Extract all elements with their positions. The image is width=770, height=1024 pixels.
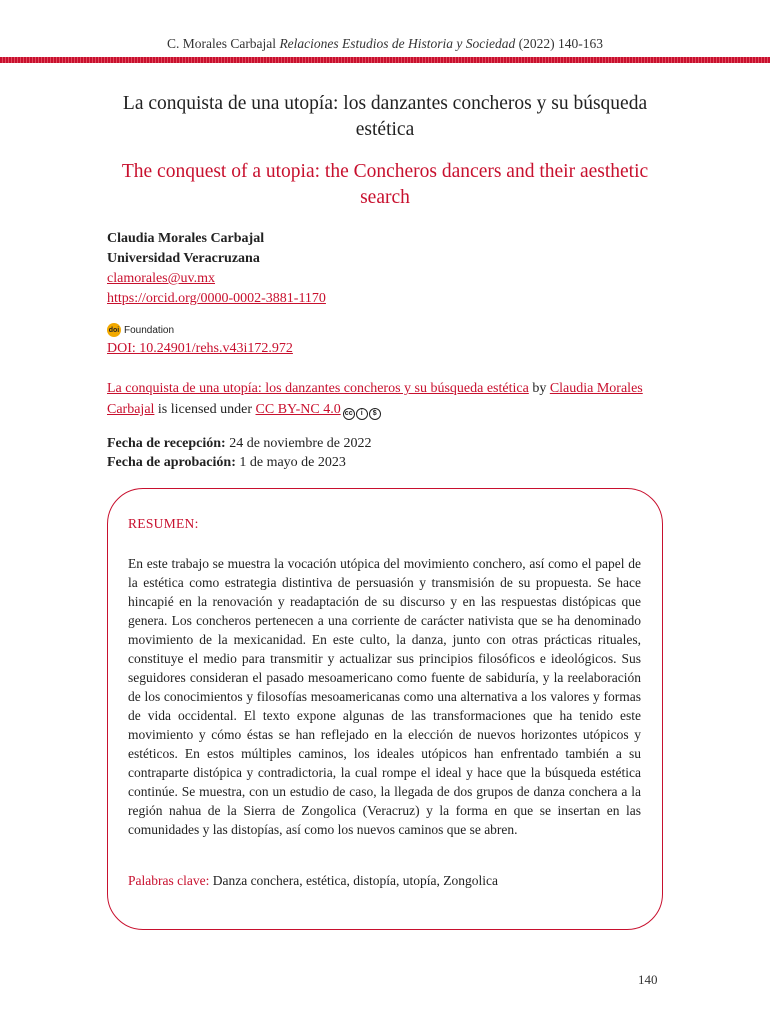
nc-icon: $ xyxy=(369,408,381,420)
doi-foundation-logo xyxy=(107,323,174,337)
doi-logo-badge: doi xyxy=(107,323,121,337)
received-date: 24 de noviembre de 2022 xyxy=(229,436,372,451)
keywords-values: Danza conchera, estética, distopía, utopía, Zongolica xyxy=(212,873,498,888)
doi-link[interactable]: DOI: 10.24901/rehs.v43i172.972 xyxy=(107,341,293,356)
license-cc-link[interactable]: CC BY-NC 4.0 xyxy=(255,402,341,417)
license-statement xyxy=(107,378,667,420)
keywords-line xyxy=(128,873,498,889)
running-header xyxy=(0,36,770,52)
author-email-link[interactable]: clamorales@uv.mx xyxy=(107,271,216,286)
approved-label: Fecha de aprobación: xyxy=(107,455,236,470)
dates-block xyxy=(107,434,372,472)
article-title-spanish: La conquista de una utopía: los danzantes concheros y su búsqueda estética xyxy=(122,93,648,140)
abstract-heading: RESUMEN: xyxy=(128,516,199,531)
author-affiliation: Universidad Veracruzana xyxy=(107,251,260,266)
header-journal: Relaciones Estudios de Historia y Sociedad xyxy=(279,36,516,51)
keywords-label: Palabras clave: xyxy=(128,873,210,888)
article-title-english: The conquest of a utopia: the Concheros dancers and their aesthetic search xyxy=(121,161,649,208)
author-name: Claudia Morales Carbajal xyxy=(107,231,265,246)
doi-logo-text: Foundation xyxy=(124,324,175,336)
cc-icon: cc xyxy=(343,408,355,420)
license-by-text: by xyxy=(532,381,547,396)
cc-license-icons xyxy=(343,408,381,420)
approved-date: 1 de mayo de 2023 xyxy=(239,455,346,470)
received-label: Fecha de recepción: xyxy=(107,436,226,451)
author-block xyxy=(107,229,326,309)
header-year-pages: (2022) 140-163 xyxy=(518,36,604,51)
header-divider xyxy=(0,57,770,63)
license-work-title-link[interactable]: La conquista de una utopía: los danzantes concheros y su búsqueda estética xyxy=(107,381,529,396)
page-number: 140 xyxy=(638,972,658,987)
header-author: C. Morales Carbajal xyxy=(166,36,277,51)
license-under-text: is licensed under xyxy=(157,402,253,417)
license-author-link[interactable]: Claudia Morales Carbajal xyxy=(107,381,643,417)
by-icon: i xyxy=(356,408,368,420)
abstract-text: En este trabajo se muestra la vocación utópica del movimiento conchero, así como el papel de la estética como estrategia distintiva de persuasión y transmisión de su propuesta. Se hace hincapié en la renovación y readaptación de su discurso y en las respuestas distópicas que genera. Los concheros pertenecen a una corriente de carácter nativista que se ha denominado movimiento de la mexicanidad. En este culto, la danza, junto con otras prácticas rituales, constituye el medio para transmitir y actualizar sus principios filosóficos e ideológicos. Sus seguidores consideran el pasado mesoamericano como fuente de sabiduría, y la reelaboración de los conocimientos y filosofías mesoamericanas como una alternativa a los valores y formas de vida occidental. El texto expone algunas de las transformaciones que ha tenido este movimiento y cómo éstas se han reflejado en la elección de nuevos horizontes utópicos y estéticos. En estos múltiples caminos, los ideales utópicos han enfrentado también a su contraparte distópica y contradictoria, la cual rompe el ideal y hace que la búsqueda estética continúe. Se muestra, con un estudio de caso, la llegada de dos grupos de danza conchera a la región nahua de la Sierra de Zongolica (Veracruz) y la forma en que se insertan en las comunidades y las distopías, así como los nuevos caminos que se abren. xyxy=(128,556,641,837)
author-orcid-link[interactable]: https://orcid.org/0000-0002-3881-1170 xyxy=(107,291,326,306)
